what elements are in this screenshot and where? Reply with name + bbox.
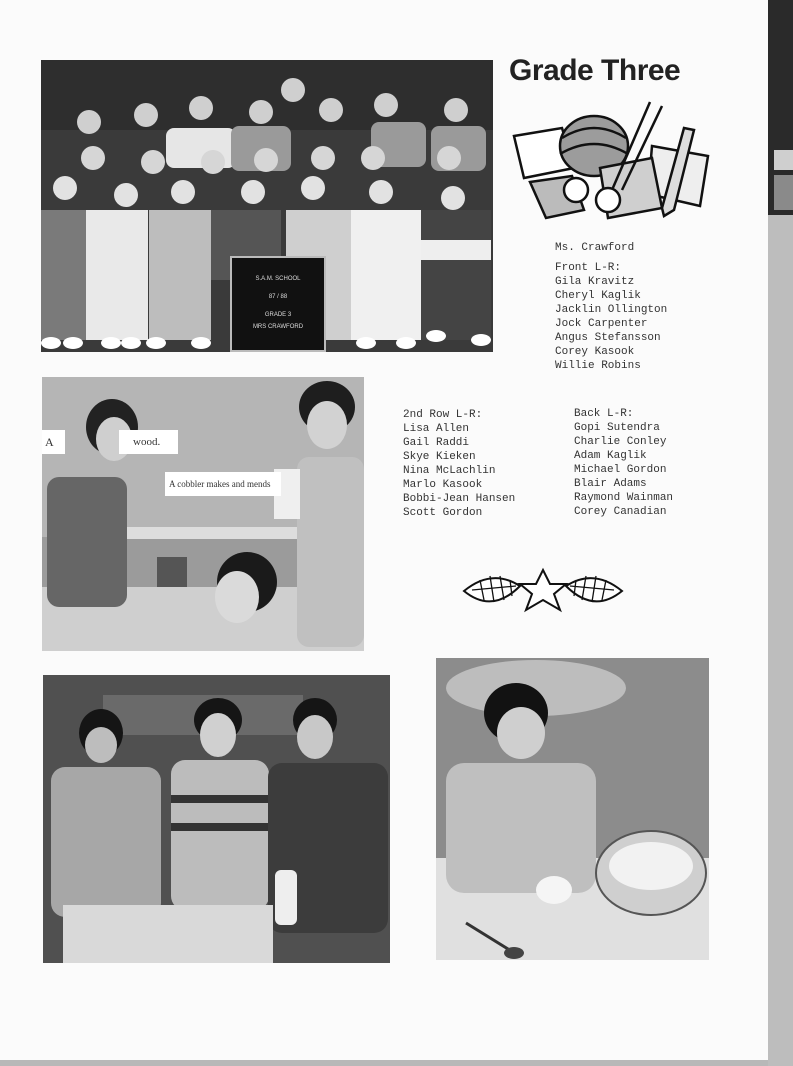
second-row-heading: 2nd Row L-R:: [403, 409, 483, 421]
bulletin-sign-3: A cobbler makes and mends: [165, 472, 281, 496]
class-photo: [41, 60, 493, 352]
bulletin-sign-1: A: [42, 430, 65, 454]
list-item: Michael Gordon: [574, 464, 667, 476]
second-row-list: [403, 408, 515, 520]
list-item: Willie Robins: [555, 360, 641, 372]
list-item: Blair Adams: [574, 478, 647, 490]
list-item: Charlie Conley: [574, 436, 667, 448]
scan-bottom-edge: [0, 1060, 768, 1066]
list-item: Gopi Sutendra: [574, 422, 660, 434]
list-item: Adam Kaglik: [574, 450, 647, 462]
dough-kneading-photo: [436, 658, 709, 960]
baking-group-photo: [43, 675, 390, 963]
list-item: Marlo Kasook: [403, 479, 483, 491]
page-title: Grade Three: [509, 54, 681, 87]
list-item: Gila Kravitz: [555, 276, 635, 288]
list-item: Jacklin Ollington: [555, 304, 668, 316]
front-row-list: [555, 241, 667, 373]
school-supplies-clipart: [512, 98, 712, 226]
list-item: Cheryl Kaglik: [555, 290, 641, 302]
back-row-heading: Back L-R:: [574, 408, 634, 420]
class-sign: [230, 256, 326, 352]
sign-line-1: S.A.M. SCHOOL: [255, 276, 301, 282]
sign-line-2: 87 / 88: [268, 294, 288, 300]
list-item: Corey Kasook: [555, 346, 635, 358]
list-item: Jock Carpenter: [555, 318, 648, 330]
list-item: Scott Gordon: [403, 507, 483, 519]
sign-line-4: MRS CRAWFORD: [252, 324, 304, 330]
flower-leaf-ornament: [462, 566, 624, 616]
bulletin-sign-2: wood.: [119, 430, 178, 454]
list-item: Corey Canadian: [574, 506, 667, 518]
list-item: Skye Kieken: [403, 451, 476, 463]
list-item: Angus Stefansson: [555, 332, 661, 344]
scan-edge: [768, 0, 793, 1066]
teacher-name: Ms. Crawford: [555, 242, 635, 254]
list-item: Lisa Allen: [403, 423, 470, 435]
back-row-list: [574, 407, 673, 519]
list-item: Nina McLachlin: [403, 465, 496, 477]
front-row-heading: Front L-R:: [555, 262, 622, 274]
list-item: Gail Raddi: [403, 437, 470, 449]
bulletin-board-photo: [42, 377, 364, 651]
list-item: Raymond Wainman: [574, 492, 674, 504]
sign-line-3: GRADE 3: [264, 312, 292, 318]
list-item: Bobbi-Jean Hansen: [403, 493, 516, 505]
